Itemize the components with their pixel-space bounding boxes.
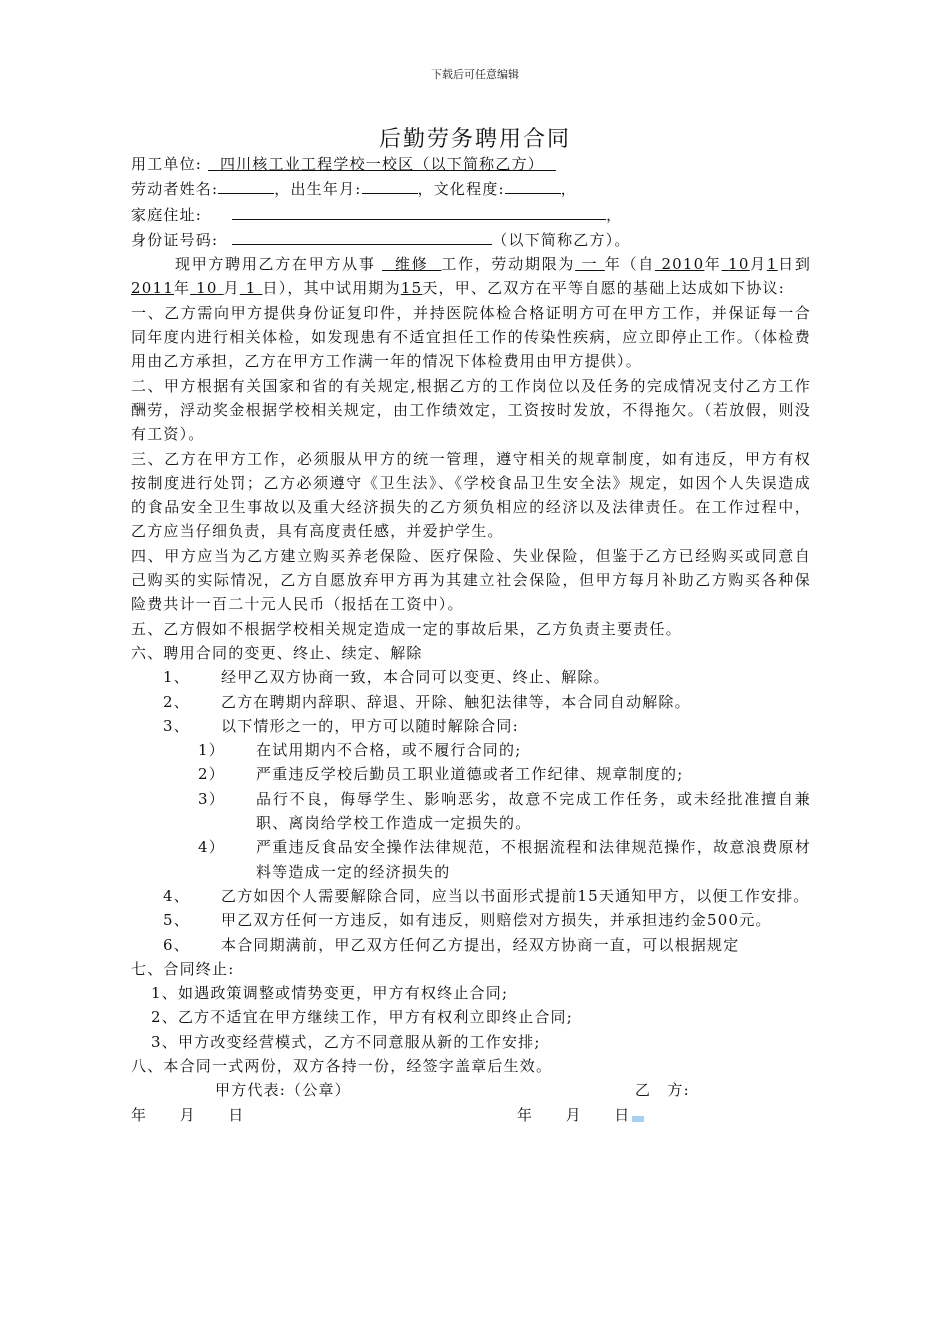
birth-label: ，出生年月: — [274, 180, 362, 199]
clause-2: 二、甲方根据有关国家和省的有关规定,根据乙方的工作岗位以及任务的完成情况支付乙方工作酬劳，浮动奖金根据学校相关规定，由工作绩效定，工资按时发放，不得拖欠。（若放假，则没有工资）。 — [131, 376, 811, 444]
address-label: 家庭住址: — [131, 205, 203, 224]
worker-name-blank[interactable] — [218, 176, 274, 194]
clause-7-heading: 七、合同终止: — [131, 959, 235, 978]
list-item: 2） 严重违反学校后勤员工职业道德或者工作纪律、规章制度的; — [198, 765, 684, 784]
list-item: 5、 甲乙双方任何一方违反，如有违反，则赔偿对方损失，并承担违约金500元。 — [163, 911, 772, 930]
list-item: 4、 乙方如因个人需要解除合同，应当以书面形式提前15天通知甲方，以便工作安排。 — [163, 886, 810, 905]
worker-name-label: 劳动者姓名: — [131, 180, 219, 199]
clause-6-heading: 六、聘用合同的变更、终止、续定、解除 — [131, 643, 423, 662]
clause-4: 四、甲方应当为乙方建立购买养老保险、医疗保险、失业保险，但鉴于乙方已经购买或同意自己购买的实际情况，乙方自愿放弃甲方再为其建立社会保险，但甲方每月补助乙方购买各种保险费共计一百二十元人民币（报括在工资中）。 — [131, 546, 811, 614]
highlight-marker — [632, 1116, 644, 1122]
party-a-signature: 甲方代表:（公章） — [215, 1081, 351, 1100]
id-line — [131, 227, 811, 252]
list-item: 2、 乙方在聘期内辞职、辞退、开除、触犯法律等，本合同自动解除。 — [163, 692, 691, 711]
clause-5: 五、乙方假如不根据学校相关规定造成一定的事故后果，乙方负责主要责任。 — [131, 619, 682, 638]
address-blank[interactable] — [232, 202, 606, 220]
employer-line — [131, 152, 811, 176]
employer-label: 用工单位: — [131, 155, 203, 173]
header-note: 下载后可任意编辑 — [431, 68, 519, 81]
document-title: 后勤劳务聘用合同 — [378, 127, 571, 152]
education-label: ，文化程度: — [417, 180, 505, 199]
id-blank[interactable] — [232, 227, 492, 245]
birth-blank[interactable] — [362, 176, 418, 194]
comma: ， — [560, 180, 577, 199]
list-item: 1） 在试用期内不合格，或不履行合同的; — [198, 741, 522, 760]
list-item: 3、甲方改变经营模式，乙方不同意服从新的工作安排; — [151, 1032, 541, 1051]
list-item: 4） 严重违反食品安全操作法律规范，不根据流程和法律规范操作，故意浪费原材料等造成一定的经济损失的 — [198, 838, 811, 881]
worker-info-line — [131, 176, 811, 201]
date-row — [131, 1103, 811, 1127]
date-a: 年 月 日 — [131, 1105, 245, 1124]
list-item: 2、乙方不适宜在甲方继续工作，甲方有权利立即终止合同; — [151, 1008, 573, 1027]
education-blank[interactable] — [505, 176, 561, 194]
address-line — [131, 202, 811, 227]
list-item: 1、如遇政策调整或情势变更，甲方有权终止合同; — [151, 984, 509, 1003]
clause-3: 三、乙方在甲方工作，必须服从甲方的统一管理，遵守相关的规章制度，如有违反，甲方有权按制度进行处罚；乙方必须遵守《卫生法》、《学校食品卫生安全法》规定，如因个人失误造成的食品安全卫生事故以及重大经济损失的乙方须负相应的经济以及法律责任。在工作过程中，乙方应当仔细负责，具有高度责任感，并爱护学生。 — [131, 449, 811, 541]
id-label: 身份证号码: — [131, 230, 219, 249]
signature-row — [131, 1078, 811, 1102]
date-b: 年 月 日 — [517, 1103, 644, 1127]
list-item: 6、 本合同期满前，甲乙双方任何乙方提出，经双方协商一直，可以根据规定 — [163, 935, 740, 954]
party-b-signature: 乙 方: — [635, 1081, 690, 1100]
clause-1: 一、乙方需向甲方提供身份证复印件，并持医院体检合格证明方可在甲方工作，并保证每一合同年度内进行相关体检，如发现患有不适宜担任工作的传染性疾病，应立即停止工作。（体检费用由乙方承担，乙方在甲方工作满一年的情况下体检费用由甲方提供）。 — [131, 303, 811, 371]
comma: ， — [606, 205, 623, 224]
employer-value: 四川核工业工程学校一校区（以下简称乙方） — [219, 155, 544, 173]
id-suffix: （以下简称乙方）。 — [492, 230, 631, 249]
intro-paragraph: 现甲方聘用乙方在甲方从事 维修 工作，劳动期限为 一 年（自 2010年 10月1日到2011年 10 月 1 日），其中试用期为15天，甲、乙双方在平等自愿的基础上达成如下协议: — [131, 255, 812, 298]
list-item: 3） 品行不良，侮辱学生、影响恶劣，故意不完成工作任务，或未经批准擅自兼职、离岗给学校工作造成一定损失的。 — [198, 789, 811, 833]
list-item: 1、 经甲乙双方协商一致，本合同可以变更、终止、解除。 — [163, 668, 610, 687]
list-item: 3、 以下情形之一的，甲方可以随时解除合同: — [163, 716, 519, 735]
contract-body — [131, 152, 811, 1127]
clause-8: 八、本合同一式两份，双方各持一份，经签字盖章后生效。 — [131, 1056, 553, 1075]
